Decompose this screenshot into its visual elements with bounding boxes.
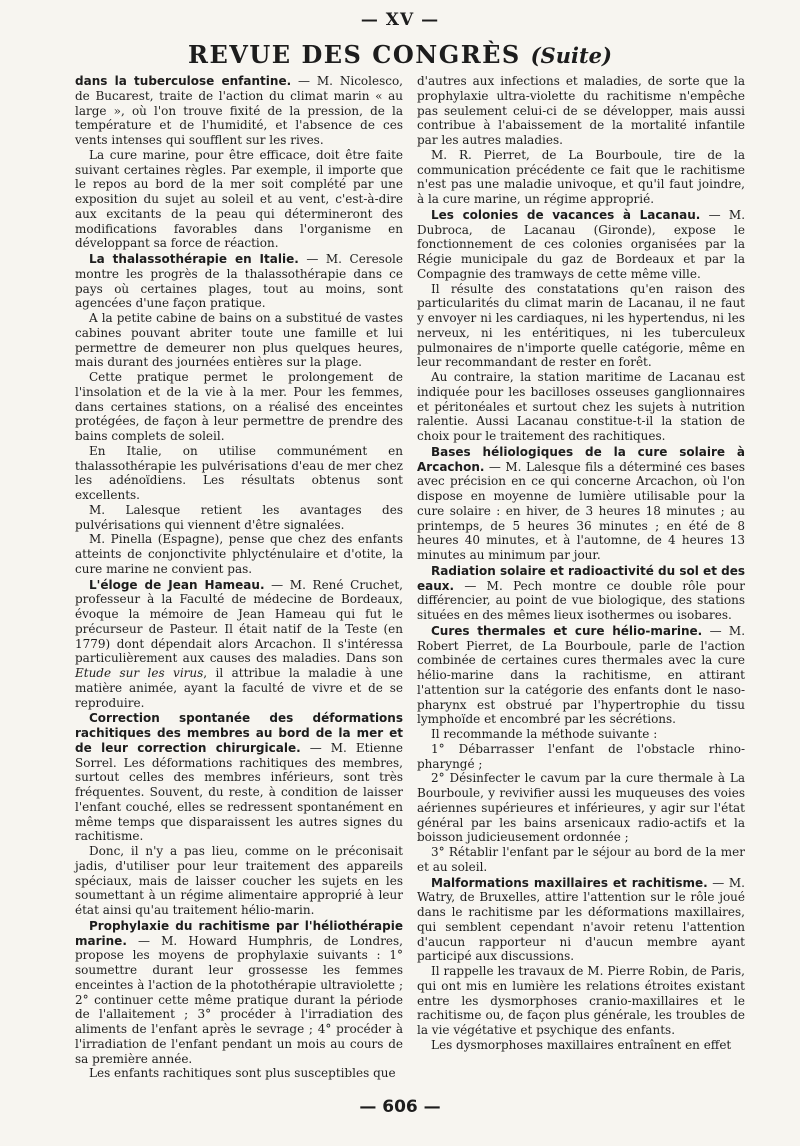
paragraph-text: — M. Howard Humphris, de Londres, propose les moyens de prophylaxie suivants : 1° soumettre durant leur grossesse les femmes enceintes à l'action de la photothérapie ultraviolette ; 2° continuer cette même pratique durant la période de l'allaitement ; 3° procéder à l'irradiation des aliments de l'enfant après le sevrage ; 4° procéder à l'irradiation de l'enfant pendant un mois au cours de sa première année.: [75, 933, 403, 1066]
paragraph-text: — M. Nicolesco, de Bucarest, traite de l'action du climat marin « au large », où l'on trouve fixité de la pression, de la température et de l'humidité, et l'absence de ces vents intenses qui soufflent sur les rives.: [75, 74, 403, 147]
paragraph: [75, 444, 403, 503]
paragraph: [75, 844, 403, 918]
section-paragraph: [75, 578, 403, 711]
section-heading: dans la tuberculose enfantine.: [75, 74, 292, 88]
paragraph-text: Cette pratique permet le prolongement de l'insolation et de la vie à la mer. Pour les femmes, dans certaines stations, on a réalisé des enceintes protégées, de façon à leur permettre de prendre des bains complets de soleil.: [75, 370, 403, 443]
section-heading: La thalassothérapie en Italie.: [89, 252, 299, 266]
paragraph-text: Les dysmorphoses maxillaires entraînent en effet: [431, 1037, 732, 1052]
section-heading: Radiation solaire et radioactivité du sol et des eaux.: [417, 563, 745, 593]
section-paragraph: [417, 624, 745, 727]
section-paragraph: [75, 919, 403, 1067]
section-paragraph: [417, 876, 745, 965]
paragraph-text: Au contraire, la station maritime de Lacanau est indiquée pour les bacilloses osseuses ganglionnaires et péritonéales et surtout chez les sujets à nutrition ralentie. Aussi Lacanau constitue-t-il la station de choix pour le traitement des rachitiques.: [417, 370, 745, 443]
paragraph-text: En Italie, on utilise communément en thalassothérapie les pulvérisations d'eau de mer chez les adénoïdiens. Les résultats obtenus sont excellents.: [75, 443, 403, 502]
paragraph: [417, 845, 745, 875]
italic-title: Etude sur les virus: [75, 666, 204, 680]
page-number: [0, 1097, 800, 1117]
page-number-text: — 606 —: [359, 1097, 441, 1117]
section-paragraph: [417, 208, 745, 282]
paragraph: [75, 74, 403, 148]
paragraph-text: — M. Pech montre ce double rôle pour différencier, au point de vue biologique, des stations situées en des mêmes lieux isothermes ou isobares.: [417, 578, 745, 622]
paragraph-text: — M. Robert Pierret, de La Bourboule, parle de l'action combinée de certaines cures thermales avec la cure hélio-marine dans la rachitisme, en attirant l'attention sur la catégorie des enfants dont le naso-pharynx est obstrué par l'hypertrophie du tissu lymphoïde et encombré par les sécrétions.: [417, 623, 746, 727]
section-paragraph: [75, 252, 403, 311]
paragraph-text: 3° Rétablir l'enfant par le séjour au bord de la mer et au soleil.: [417, 845, 745, 874]
paragraph-text: — M. Dubroca, de Lacanau (Gironde), expose le fonctionnement de ces colonies organisées par la Régie municipale du gaz de Bordeaux et par la Compagnie des tramways de cette même ville.: [417, 207, 746, 281]
running-title-suite: (Suite): [530, 43, 612, 68]
section-heading: Cures thermales et cure hélio-marine.: [431, 623, 703, 638]
paragraph-text: Donc, il n'y a pas lieu, comme on le préconisait jadis, d'utiliser pour leur traitement des appareils spéciaux, mais de laisser coucher les sujets en les soumettant à un régime alimentaire approprié à leur état ainsi qu'au traitement hélio-marin.: [75, 844, 403, 917]
paragraph: [417, 74, 745, 148]
paragraph-text: — M. Lalesque fils a déterminé ces bases avec précision en ce qui concerne Arcachon, où l'on dispose en moyenne de lumière utilisable pour la cure solaire : en hiver, de 3 heures 18 minutes ; au printemps, de 5 heures 36 minutes ; en été de 8 heures 40 minutes, et à l'automne, de 4 heures 13 minutes au minimum par jour.: [417, 459, 745, 562]
paragraph-text: — M. Ceresole montre les progrès de la thalassothérapie dans ce pays où certaines plages, tout au moins, sont agencées d'une façon pratique.: [75, 252, 403, 311]
paragraph: [417, 148, 745, 207]
section-paragraph: [417, 564, 745, 623]
paragraph: [417, 370, 745, 444]
paragraph-text: M. R. Pierret, de La Bourboule, tire de la communication précédente ce fait que le rachitisme n'est pas une maladie univoque, et qu'il faut joindre, à la cure marine, un régime approprié.: [417, 147, 745, 206]
section-heading: Malformations maxillaires et rachitisme.: [431, 875, 708, 890]
section-heading: Prophylaxie du rachitisme par l'héliothérapie marine.: [75, 918, 403, 948]
paragraph: [75, 1066, 403, 1081]
running-title-text: REVUE DES CONGRÈS: [188, 40, 521, 69]
paragraph: [417, 771, 745, 845]
paragraph: [417, 742, 745, 772]
paragraph: [75, 532, 403, 576]
paragraph-text: La cure marine, pour être efficace, doit être faite suivant certaines règles. Par exemple, il importe que le repos au bord de la mer soit complété par une exposition du sujet au soleil et au vent, c'est-à-dire aux excitants de la peau qui détermineront des modifications favorables dans l'organisme en développant sa force de réaction.: [75, 147, 403, 251]
roman-folio: — XV —: [360, 10, 440, 30]
section-paragraph: [75, 711, 403, 844]
right-column: [417, 74, 745, 1053]
section-heading: Bases héliologiques de la cure solaire à Arcachon.: [417, 444, 745, 474]
paragraph: [75, 370, 403, 444]
paragraph-text: Il résulte des constatations qu'en raison des particularités du climat marin de Lacanau, il ne faut y envoyer ni les cardiaques, ni les hypertendus, ni les nerveux, ni les entéritiques, ni les tuberculeux pulmonaires de n'importe quelle catégorie, même en leur recommandant de rester en forêt.: [417, 281, 745, 370]
paragraph: [75, 503, 403, 533]
paragraph: [417, 964, 745, 1038]
paragraph-text: 1° Débarrasser l'enfant de l'obstacle rhino-pharyngé ;: [417, 741, 745, 771]
paragraph-text: A la petite cabine de bains on a substitué de vastes cabines pouvant abriter toute une famille et lui permettre de demeurer non plus quelques heures, mais durant des journées entières sur la plage.: [75, 311, 403, 370]
paragraph-text: — M. Etienne Sorrel. Les déformations rachitiques des membres, surtout celles des membres inférieurs, sont très fréquentes. Souvent, du reste, à condition de laisser l'enfant couché, elles se redressent spontanément en même temps que disparaissent les autres signes du rachitisme.: [75, 740, 404, 844]
paragraph-text: M. Pinella (Espagne), pense que chez des enfants atteints de conjonctivite phlycténulaire et d'otite, la cure marine ne convient pas.: [75, 532, 403, 576]
running-title: [0, 40, 800, 69]
paragraph-text: Il rappelle les travaux de M. Pierre Robin, de Paris, qui ont mis en lumière les relations étroites existant entre les dysmorphoses cranio-maxillaires et le rachitisme ou, de façon plus générale, les troubles de la vie végétative et psychique des enfants.: [417, 964, 745, 1037]
section-heading: Les colonies de vacances à Lacanau.: [431, 207, 701, 222]
paragraph-text: Les enfants rachitiques sont plus susceptibles que: [89, 1066, 396, 1081]
paragraph-text: , il attribue la maladie à une matière animée, ayant la faculté de vivre et de se reproduire.: [75, 666, 403, 710]
section-heading: L'éloge de Jean Hameau.: [89, 577, 265, 592]
paragraph-text: — M. Watry, de Bruxelles, attire l'attention sur le rôle joué dans le rachitisme par les déformations maxillaires, qui semblent cependant n'avoir retenu l'attention d'aucun rapporteur ni d'aucun membre ayant participé aux discussions.: [417, 875, 745, 964]
section-paragraph: [417, 445, 745, 563]
paragraph: [75, 311, 403, 370]
section-heading: Correction spontanée des déformations rachitiques des membres au bord de la mer et de leur correction chirurgicale.: [75, 711, 403, 755]
paragraph-text: Il recommande la méthode suivante :: [431, 727, 658, 741]
paragraph: [417, 282, 745, 371]
paragraph: [417, 1038, 745, 1053]
paragraph-text: 2° Désinfecter le cavum par la cure thermale à La Bourboule, y revivifier aussi les muqueuses des voies aériennes supérieures et inférieures, y agir sur l'état général par les bains arsenicaux radio-actifs et la boisson judicieusement ordonnée ;: [417, 771, 745, 845]
paragraph: [417, 727, 745, 742]
left-column: [75, 74, 403, 1081]
paragraph-text: d'autres aux infections et maladies, de sorte que la prophylaxie ultra-violette du rachitisme n'empêche pas seulement celui-ci de se développer, mais aussi contribue à l'abaissement de la mortalité infantile par les autres maladies.: [417, 74, 745, 147]
paragraph-text: M. Lalesque retient les avantages des pulvérisations qui viennent d'être signalées.: [75, 502, 403, 532]
paragraph: [75, 148, 403, 251]
paragraph-text: — M. René Cruchet, professeur à la Faculté de médecine de Bordeaux, évoque la mémoire de Jean Hameau qui fut le précurseur de Pasteur. Il était natif de la Teste (en 1779) dont dépendait alors Arcachon. Il s'intéressa particulièrement aux causes des maladies. Dans son: [75, 577, 403, 666]
